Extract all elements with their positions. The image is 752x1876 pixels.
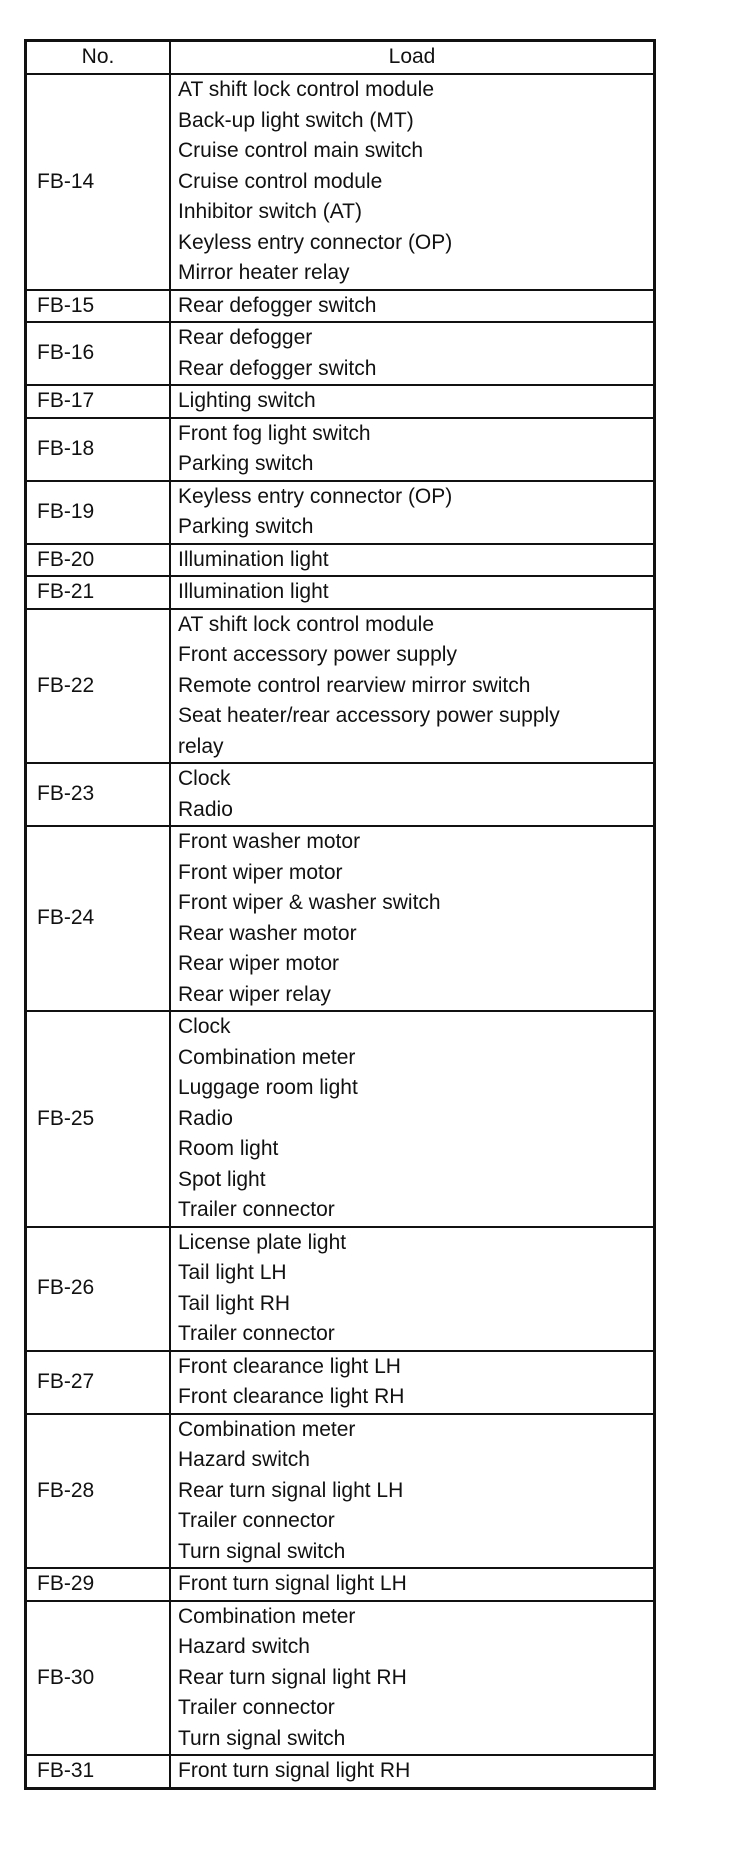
load-item: Trailer connector <box>178 1322 335 1345</box>
load-item: Back-up light switch (MT) <box>178 108 414 132</box>
load-item: Front turn signal light LH <box>178 1572 407 1595</box>
fuse-number-cell: FB-29 <box>26 1568 171 1601</box>
fuse-number-cell: FB-21 <box>26 576 171 609</box>
load-item: Tail light RH <box>178 1291 291 1315</box>
load-item: Luggage room light <box>178 1076 358 1099</box>
load-cell <box>170 74 655 290</box>
load-cell <box>170 1568 655 1601</box>
fuse-load-table <box>24 39 656 1790</box>
load-item: Rear turn signal light RH <box>178 1665 407 1689</box>
table-row <box>26 1414 655 1569</box>
load-item: Rear defogger switch <box>178 356 377 380</box>
table-row <box>26 609 655 764</box>
table-row <box>26 1755 655 1788</box>
table-row <box>26 1351 655 1414</box>
load-item: Clock <box>178 1015 231 1038</box>
load-item: Radio <box>178 1106 233 1130</box>
fuse-number-cell: FB-22 <box>26 609 171 764</box>
table-row <box>26 1227 655 1351</box>
load-item: Turn signal switch <box>178 1539 346 1563</box>
table-row <box>26 1601 655 1756</box>
table-row <box>26 322 655 385</box>
load-item: Seat heater/rear accessory power supply <box>178 704 560 727</box>
fuse-number-cell: FB-23 <box>26 763 171 826</box>
load-item: relay <box>178 734 224 758</box>
fuse-number-cell: FB-20 <box>26 544 171 577</box>
load-cell <box>170 1414 655 1569</box>
load-item: Combination meter <box>178 1417 356 1441</box>
load-item: Hazard switch <box>178 1635 310 1658</box>
table-row <box>26 1568 655 1601</box>
load-item: AT shift lock control module <box>178 612 434 636</box>
fuse-number-cell: FB-17 <box>26 385 171 418</box>
load-item: AT shift lock control module <box>178 78 434 101</box>
load-item: Illumination light <box>178 547 329 571</box>
load-item: Rear wiper relay <box>178 982 331 1006</box>
fuse-number-cell: FB-26 <box>26 1227 171 1351</box>
load-item: Illumination light <box>178 580 329 603</box>
table-row <box>26 418 655 481</box>
load-item: Spot light <box>178 1167 266 1191</box>
fuse-number-cell: FB-15 <box>26 290 171 323</box>
load-item: Parking switch <box>178 452 314 475</box>
table-row <box>26 1011 655 1227</box>
fuse-number-cell: FB-14 <box>26 74 171 290</box>
fuse-number-cell: FB-24 <box>26 826 171 1011</box>
fuse-number-cell: FB-31 <box>26 1755 171 1788</box>
load-cell <box>170 1227 655 1351</box>
header-row <box>26 41 655 75</box>
load-item: Hazard switch <box>178 1448 310 1471</box>
load-item: Lighting switch <box>178 389 316 412</box>
load-item: Combination meter <box>178 1604 356 1628</box>
load-cell <box>170 1755 655 1788</box>
load-item: Front accessory power supply <box>178 643 457 666</box>
load-cell <box>170 763 655 826</box>
table-row <box>26 544 655 577</box>
load-cell <box>170 418 655 481</box>
load-item: Remote control rearview mirror switch <box>178 673 531 697</box>
load-item: Clock <box>178 767 231 790</box>
header-no: No. <box>26 41 171 75</box>
load-item: Mirror heater relay <box>178 261 350 284</box>
table-row <box>26 576 655 609</box>
load-cell <box>170 1601 655 1756</box>
load-item: Radio <box>178 797 233 821</box>
table-row <box>26 74 655 290</box>
load-item: Rear turn signal light LH <box>178 1478 404 1502</box>
table-row <box>26 385 655 418</box>
table-row <box>26 763 655 826</box>
load-cell <box>170 1011 655 1227</box>
fuse-number-cell: FB-30 <box>26 1601 171 1756</box>
load-cell <box>170 576 655 609</box>
load-cell <box>170 609 655 764</box>
load-cell <box>170 290 655 323</box>
load-cell <box>170 385 655 418</box>
load-item: Rear defogger switch <box>178 293 377 317</box>
table-body <box>26 74 655 1788</box>
load-item: Combination meter <box>178 1045 356 1069</box>
load-item: Trailer connector <box>178 1509 335 1532</box>
load-cell <box>170 322 655 385</box>
load-item: Tail light LH <box>178 1261 287 1284</box>
load-item: Turn signal switch <box>178 1726 346 1750</box>
fuse-number-cell: FB-25 <box>26 1011 171 1227</box>
load-item: Trailer connector <box>178 1696 335 1719</box>
load-item: Trailer connector <box>178 1198 335 1221</box>
load-item: Cruise control main switch <box>178 139 424 162</box>
fuse-number-cell: FB-28 <box>26 1414 171 1569</box>
load-item: Front wiper & washer switch <box>178 891 441 914</box>
load-item: Inhibitor switch (AT) <box>178 200 362 223</box>
load-item: Room light <box>178 1137 279 1160</box>
load-item: Front clearance light LH <box>178 1354 401 1378</box>
load-item: Keyless entry connector (OP) <box>178 230 453 254</box>
header-load: Load <box>170 41 655 75</box>
table-row <box>26 826 655 1011</box>
table-header <box>26 41 655 75</box>
load-item: Front fog light switch <box>178 421 371 445</box>
table-row <box>26 290 655 323</box>
load-item: Rear washer motor <box>178 921 357 945</box>
load-cell <box>170 481 655 544</box>
load-cell <box>170 1351 655 1414</box>
load-item: Keyless entry connector (OP) <box>178 484 453 508</box>
load-item: Rear wiper motor <box>178 952 340 975</box>
load-item: Front turn signal light RH <box>178 1759 411 1782</box>
fuse-number-cell: FB-27 <box>26 1351 171 1414</box>
load-item: License plate light <box>178 1230 347 1254</box>
fuse-number-cell: FB-19 <box>26 481 171 544</box>
fuse-number-cell: FB-18 <box>26 418 171 481</box>
load-item: Parking switch <box>178 515 314 538</box>
load-item: Front clearance light RH <box>178 1385 405 1408</box>
load-item: Front wiper motor <box>178 860 343 884</box>
load-item: Front washer motor <box>178 830 361 853</box>
table-row <box>26 481 655 544</box>
load-item: Rear defogger <box>178 326 313 349</box>
load-item: Cruise control module <box>178 169 383 193</box>
load-cell <box>170 544 655 577</box>
load-cell <box>170 826 655 1011</box>
fuse-number-cell: FB-16 <box>26 322 171 385</box>
